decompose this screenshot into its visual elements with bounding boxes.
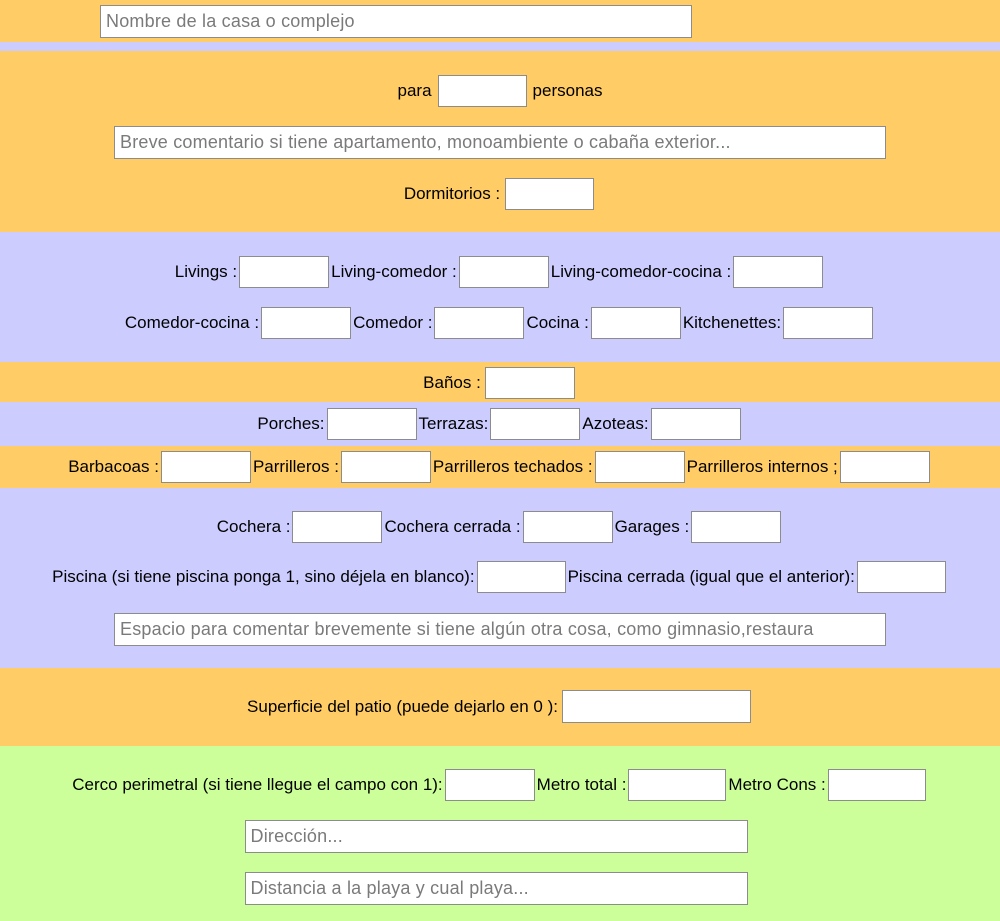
distancia-input[interactable] — [245, 872, 748, 905]
metro-total-input[interactable] — [628, 769, 726, 801]
porches-input[interactable] — [327, 408, 417, 440]
barbacoas-label: Barbacoas : — [68, 457, 159, 476]
cerco-input[interactable] — [445, 769, 535, 801]
direccion-input[interactable] — [245, 820, 748, 853]
comedor-cocina-label: Comedor-cocina : — [124, 313, 260, 332]
row-direccion — [0, 819, 996, 853]
parrilleros-techados-input[interactable] — [595, 451, 685, 483]
metro-cons-label: Metro Cons : — [728, 775, 826, 794]
cochera-label: Cochera : — [216, 517, 291, 536]
livings-input[interactable] — [239, 256, 329, 288]
row-barbacoas — [0, 451, 1000, 483]
personas-input[interactable] — [438, 75, 527, 107]
dormitorios-input[interactable] — [505, 178, 594, 210]
terrazas-input[interactable] — [490, 408, 580, 440]
capacidad-prefix-label: para — [397, 81, 432, 100]
parrilleros-label: Parrilleros : — [252, 457, 339, 476]
parrilleros-techados-label: Parrilleros techados : — [432, 457, 593, 476]
terrazas-label: Terrazas: — [418, 414, 489, 433]
otros-input[interactable] — [114, 613, 886, 646]
row-nombre — [0, 5, 896, 38]
row-distancia — [0, 871, 996, 905]
cocina-input[interactable] — [591, 307, 681, 339]
cocina-label: Cocina : — [526, 313, 589, 332]
comedor-cocina-input[interactable] — [261, 307, 351, 339]
garages-input[interactable] — [691, 511, 781, 543]
cochera-cerrada-label: Cochera cerrada : — [384, 517, 521, 536]
living-comedor-input[interactable] — [459, 256, 549, 288]
comedor-input[interactable] — [434, 307, 524, 339]
superficie-input[interactable] — [562, 690, 751, 723]
row-dormitorios — [0, 177, 1000, 211]
section-rooms — [0, 232, 1000, 362]
cerco-label: Cerco perimetral (si tiene llegue el campo con 1): — [72, 775, 443, 794]
row-piscina — [0, 561, 1000, 593]
row-cerco — [0, 769, 1000, 801]
barbacoas-input[interactable] — [161, 451, 251, 483]
comedor-label: Comedor : — [353, 313, 433, 332]
banos-input[interactable] — [485, 367, 575, 399]
kitchenettes-label: Kitchenettes: — [682, 313, 782, 332]
row-superficie — [0, 690, 1000, 723]
living-comedor-label: Living-comedor : — [331, 262, 457, 281]
divider — [0, 42, 1000, 51]
piscina-cerrada-input[interactable] — [857, 561, 946, 593]
living-comedor-cocina-label: Living-comedor-cocina : — [550, 262, 732, 281]
living-comedor-cocina-input[interactable] — [733, 256, 823, 288]
azoteas-input[interactable] — [651, 408, 741, 440]
superficie-label: Superficie del patio (puede dejarlo en 0 ): — [247, 696, 558, 716]
porches-label: Porches: — [257, 414, 325, 433]
piscina-cerrada-label: Piscina cerrada (igual que el anterior): — [567, 567, 855, 586]
row-livings — [0, 256, 1000, 288]
cochera-cerrada-input[interactable] — [523, 511, 613, 543]
dormitorios-label: Dormitorios : — [403, 184, 501, 203]
row-capacidad — [0, 74, 1000, 108]
row-cochera — [0, 511, 1000, 543]
row-banos — [0, 367, 1000, 399]
cochera-input[interactable] — [292, 511, 382, 543]
parrilleros-input[interactable] — [341, 451, 431, 483]
azoteas-label: Azoteas: — [582, 414, 649, 433]
row-comentario — [0, 125, 1000, 159]
piscina-input[interactable] — [477, 561, 566, 593]
metro-total-label: Metro total : — [536, 775, 627, 794]
metro-cons-input[interactable] — [828, 769, 926, 801]
row-porches — [0, 408, 1000, 440]
comentario-input[interactable] — [114, 126, 886, 159]
parrilleros-internos-label: Parrilleros internos ; — [686, 457, 838, 476]
piscina-label: Piscina (si tiene piscina ponga 1, sino déjela en blanco): — [52, 567, 475, 586]
row-comedor — [0, 307, 1000, 339]
banos-label: Baños : — [423, 373, 481, 392]
livings-label: Livings : — [174, 262, 238, 281]
row-otros — [0, 612, 1000, 646]
kitchenettes-input[interactable] — [783, 307, 873, 339]
garages-label: Garages : — [614, 517, 690, 536]
capacidad-suffix-label: personas — [532, 81, 603, 100]
parrilleros-internos-input[interactable] — [840, 451, 930, 483]
nombre-input[interactable] — [100, 5, 692, 38]
